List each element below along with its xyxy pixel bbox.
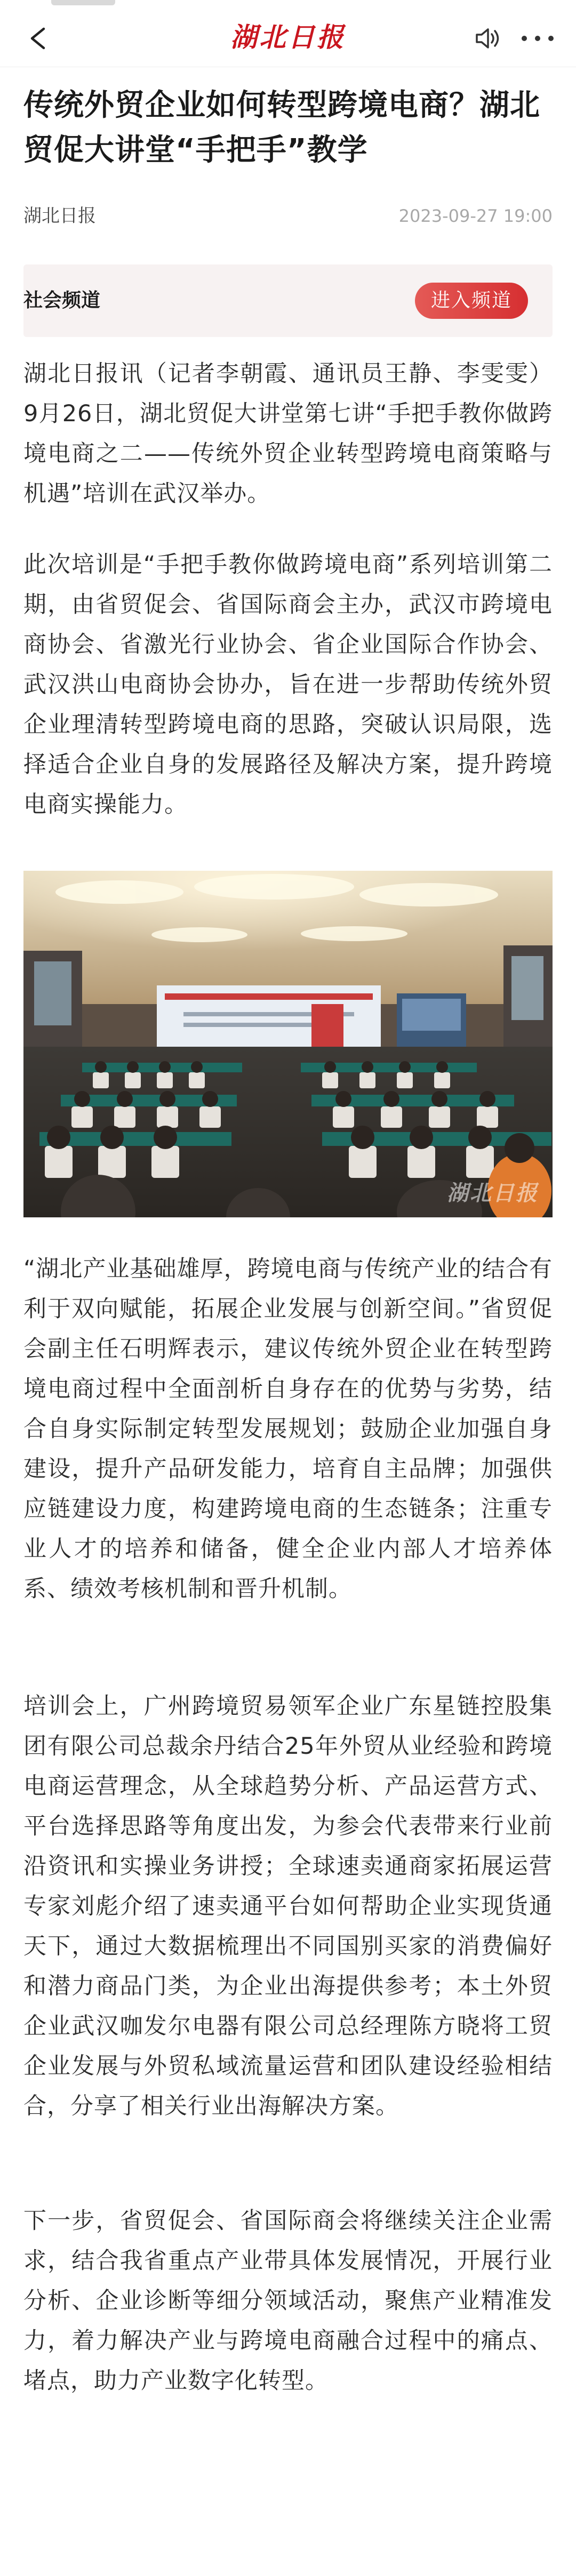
more-dots-icon [535, 36, 540, 41]
more-button[interactable] [517, 26, 558, 51]
article-paragraph: 下一步，省贸促会、省国际商会将继续关注企业需求，结合我省重点产业带具体发展情况，开展行业分析、企业诊断等细分领域活动，聚焦产业精准发力，着力解决产业与跨境电商融合过程中的痛点、堵点，助力产业数字化转型。 [23, 2208, 553, 2394]
photo-watermark: 湖北日报 [447, 1181, 539, 1206]
channel-banner [23, 264, 553, 337]
newspaper-logo: 湖北日报 [230, 21, 346, 53]
channel-name: 社会频道 [23, 290, 101, 311]
article-meta [23, 203, 553, 229]
speaker-icon [474, 26, 503, 51]
article-paragraph: 培训会上，广州跨境贸易领军企业广东星链控股集团有限公司总裁余丹结合25年外贸从业经验和跨境电商运营理念，从全球趋势分析、产品运营方式、平台选择思路等角度出发，为参会代表带来行业前沿资讯和实操业务讲授；全球速卖通商家拓展运营专家刘彪介绍了速卖通平台如何帮助企业实现货通天下，通过大数据梳理出不同国别买家的消费偏好和潜力商品门类，为企业出海提供参考；本土外贸企业武汉咖发尔电器有限公司总经理陈方晓将工贸企业发展与外贸私域流量运营和团队建设经验相结合，分享了相关行业出海解决方案。 [23, 1693, 553, 2120]
status-bar-clipped-area [51, 0, 115, 5]
back-button[interactable] [21, 22, 53, 54]
article-paragraph: “湖北产业基础雄厚，跨境电商与传统产业的结合有利于双向赋能，拓展企业发展与创新空间。”省贸促会副主任石明辉表示，建议传统外贸企业在转型跨境电商过程中全面剖析自身存在的优势与劣势，结合自身实际制定转型发展规划；鼓励企业加强自身建设，提升产品研发能力，培育自主品牌；加强供应链建设力度，构建跨境电商的生态链条；注重专业人才的培养和储备，健全企业内部人才培养体系、绩效考核机制和晋升机制。 [23, 1256, 553, 1602]
more-dots-icon [522, 36, 527, 41]
back-arrow-icon [28, 27, 47, 50]
article-date: 2023-09-27 19:00 [398, 206, 553, 226]
article-paragraph: 此次培训是“手把手教你做跨境电商”系列培训第二期，由省贸促会、省国际商会主办，武汉市跨境电商协会、省激光行业协会、省企业国际合作协会、武汉洪山电商协会协办，旨在进一步帮助传统外贸企业理清转型跨境电商的思路，突破认识局限，选择适合企业自身的发展路径及解决方案，提升跨境电商实操能力。 [23, 551, 553, 818]
article-source: 湖北日报 [23, 205, 96, 227]
listen-button[interactable] [474, 26, 503, 51]
article-headline: 传统外贸企业如何转型跨境电商？湖北贸促大讲堂“手把手”教学 [23, 88, 540, 167]
top-nav-bar [0, 10, 576, 67]
conference-hall-photo [23, 871, 553, 1217]
enter-channel-button[interactable]: 进入频道 [415, 283, 528, 319]
article-paragraph: 湖北日报讯（记者李朝霞、通讯员王静、李雯雯）9月26日，湖北贸促大讲堂第七讲“手把手教你做跨境电商之二——传统外贸企业转型跨境电商策略与机遇”培训在武汉举办。 [23, 360, 553, 507]
status-bar [0, 0, 576, 10]
more-dots-icon [548, 36, 554, 41]
article-photo [23, 871, 553, 1217]
